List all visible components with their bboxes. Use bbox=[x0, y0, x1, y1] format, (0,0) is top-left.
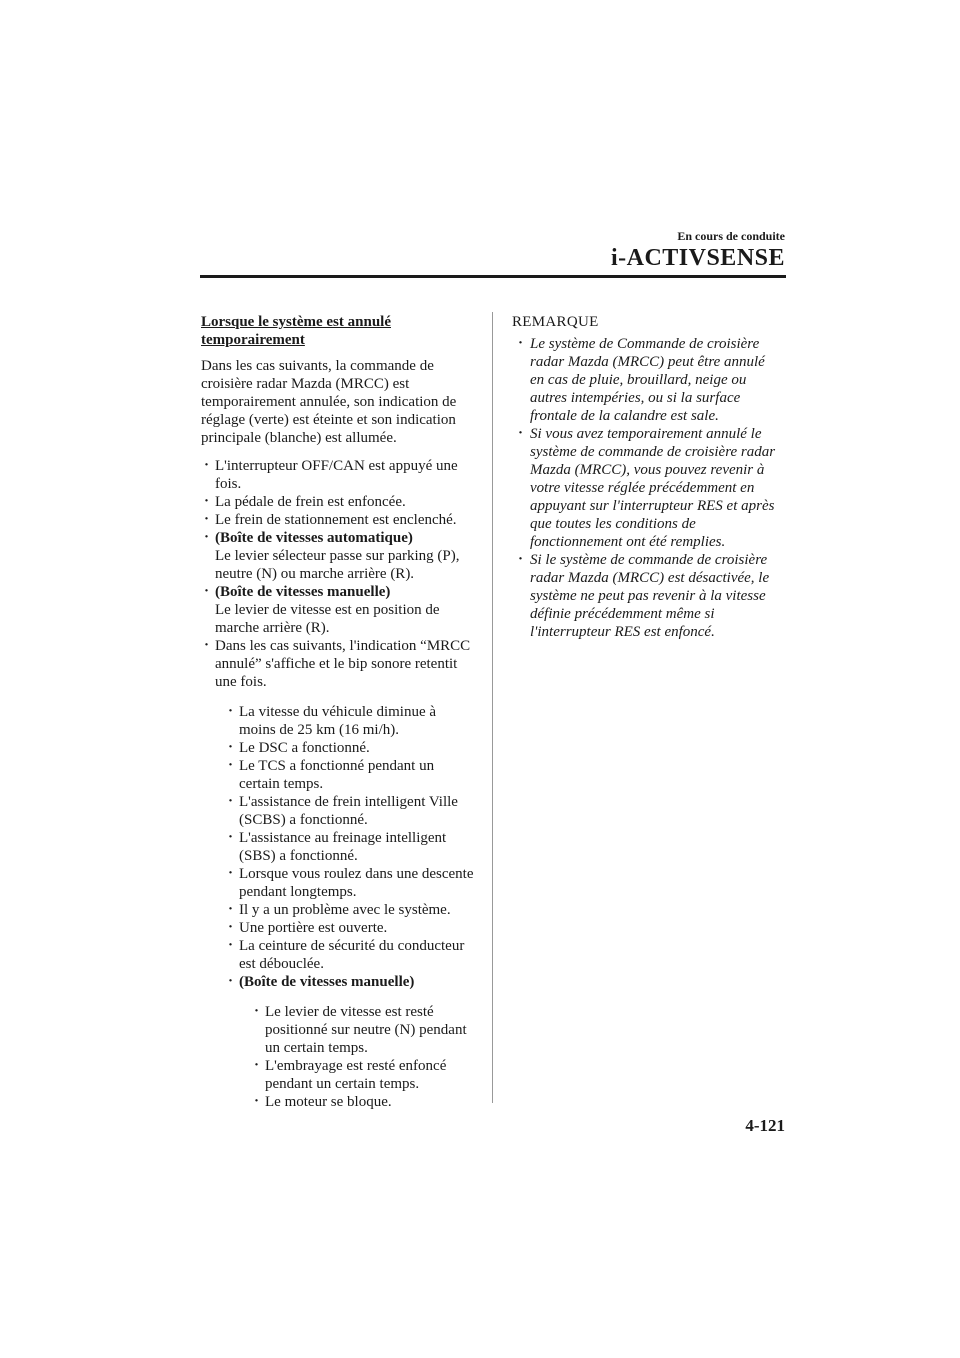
list-item-text: Le levier sélecteur passe sur parking (P), neutre (N) ou marche arrière (R). bbox=[215, 548, 460, 582]
list-item-text: Dans les cas suivants, l'indication “MRCC annulé” s'affiche et le bip sonore retentit une fois. bbox=[215, 638, 471, 690]
condition-list bbox=[201, 457, 476, 1111]
list-item bbox=[251, 1057, 476, 1093]
note-item-text: Si le système de commande de croisière radar Mazda (MRCC) est désactivée, le système ne peut pas revenir à la vitesse définie précédemment même si l'interrupteur RES est enfoncé. bbox=[530, 552, 770, 640]
list-item bbox=[225, 703, 476, 739]
list-item-text: L'embrayage est resté enfoncé pendant un certain temps. bbox=[265, 1058, 447, 1092]
note-item bbox=[530, 425, 780, 551]
note-item bbox=[530, 335, 780, 425]
list-item bbox=[225, 739, 476, 757]
list-item bbox=[225, 901, 476, 919]
list-item-text: Il y a un problème avec le système. bbox=[239, 902, 451, 918]
list-item bbox=[201, 637, 476, 1111]
sub-sub-condition-list bbox=[251, 1003, 476, 1111]
list-item bbox=[201, 511, 476, 529]
list-item-bold: (Boîte de vitesses automatique) bbox=[215, 530, 413, 546]
section-title: i-ACTIVSENSE bbox=[610, 245, 785, 271]
list-item bbox=[201, 583, 476, 637]
note-item-text: Le système de Commande de croisière radar Mazda (MRCC) peut être annulé en cas de pluie, brouillard, neige ou autres intempéries, ou si la surface frontale de la calandre est sale. bbox=[530, 336, 765, 424]
list-item-text: Lorsque vous roulez dans une descente pendant longtemps. bbox=[239, 866, 474, 900]
column-divider bbox=[492, 312, 493, 1103]
list-item bbox=[201, 493, 476, 511]
list-item-text: L'interrupteur OFF/CAN est appuyé une fois. bbox=[215, 458, 458, 492]
list-item-text: Le levier de vitesse est resté positionné sur neutre (N) pendant un certain temps. bbox=[265, 1004, 467, 1056]
list-item-text: La ceinture de sécurité du conducteur est débouclée. bbox=[239, 938, 465, 972]
header-rule bbox=[200, 275, 786, 278]
list-item-text: Une portière est ouverte. bbox=[239, 920, 388, 936]
list-item-text: Le levier de vitesse est en position de marche arrière (R). bbox=[215, 602, 440, 636]
list-item-bold: (Boîte de vitesses manuelle) bbox=[239, 974, 415, 990]
list-item bbox=[201, 529, 476, 583]
list-item bbox=[225, 973, 476, 1111]
left-column bbox=[201, 313, 476, 1111]
list-item-text: Le DSC a fonctionné. bbox=[239, 740, 370, 756]
list-item bbox=[225, 865, 476, 901]
section-heading-line1: Lorsque le système est annulé bbox=[201, 314, 391, 330]
list-item bbox=[251, 1093, 476, 1111]
list-item bbox=[225, 757, 476, 793]
section-heading bbox=[201, 313, 476, 349]
list-item bbox=[225, 793, 476, 829]
section-heading-line2: temporairement bbox=[201, 332, 305, 348]
right-column bbox=[512, 313, 780, 641]
note-item bbox=[530, 551, 780, 641]
list-item bbox=[251, 1003, 476, 1057]
list-item-bold: (Boîte de vitesses manuelle) bbox=[215, 584, 391, 600]
list-item-text: L'assistance au freinage intelligent (SBS) a fonctionné. bbox=[239, 830, 447, 864]
list-item-text: La pédale de frein est enfoncée. bbox=[215, 494, 406, 510]
list-item-text: La vitesse du véhicule diminue à moins de 25 km (16 mi/h). bbox=[239, 704, 437, 738]
note-title: REMARQUE bbox=[512, 314, 599, 330]
intro-paragraph: Dans les cas suivants, la commande de croisière radar Mazda (MRCC) est temporairement annulée, son indication de réglage (verte) est éteinte et son indication principale (blanche) est allumée. bbox=[201, 358, 457, 446]
note-item-text: Si vous avez temporairement annulé le système de commande de croisière radar Mazda (MRCC), vous pouvez revenir à votre vitesse réglée précédemment en appuyant sur l'interrupteur RES et après que toutes les conditions de fonctionnement ont été remplies. bbox=[530, 426, 776, 550]
list-item bbox=[225, 919, 476, 937]
list-item bbox=[225, 937, 476, 973]
sub-condition-list bbox=[225, 703, 476, 1111]
list-item-text: L'assistance de frein intelligent Ville (SCBS) a fonctionné. bbox=[239, 794, 458, 828]
chapter-label: En cours de conduite bbox=[677, 229, 785, 243]
list-item bbox=[225, 829, 476, 865]
list-item-text: Le TCS a fonctionné pendant un certain temps. bbox=[239, 758, 435, 792]
list-item-text: Le frein de stationnement est enclenché. bbox=[215, 512, 457, 528]
list-item bbox=[201, 457, 476, 493]
note-list bbox=[512, 335, 780, 641]
page-number: 4-121 bbox=[745, 1116, 785, 1135]
list-item-text: Le moteur se bloque. bbox=[265, 1094, 392, 1110]
